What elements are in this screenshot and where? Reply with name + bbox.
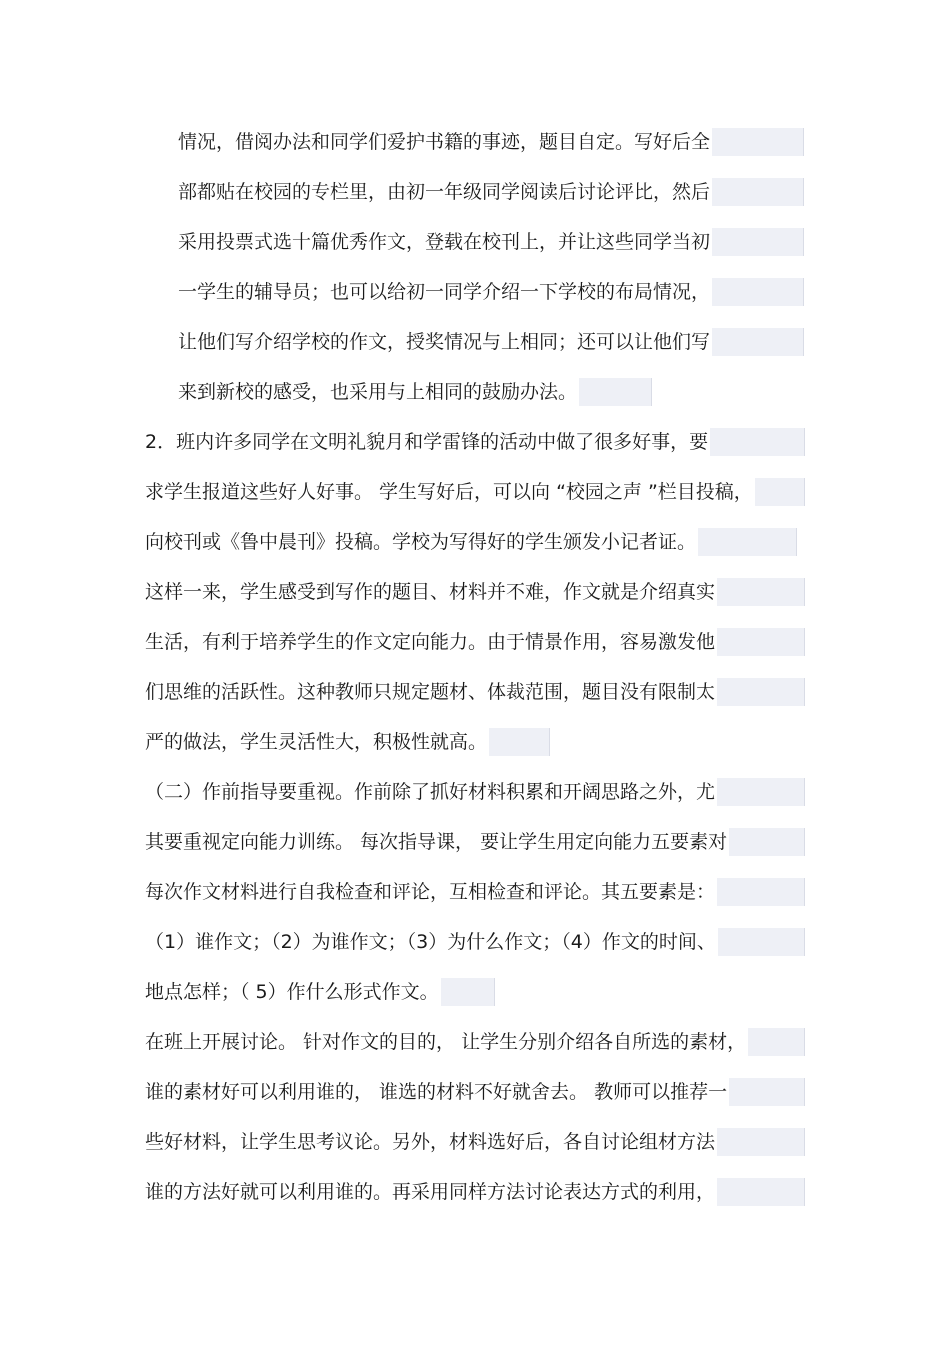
text-line bbox=[145, 628, 805, 656]
text-line-content: 其要重视定向能力训练。 每次指导课， 要让学生用定向能力五要素对 bbox=[145, 828, 729, 856]
text-line bbox=[145, 978, 495, 1006]
text-line bbox=[145, 728, 550, 756]
text-line bbox=[178, 378, 652, 406]
text-line-content: 生活，有利于培养学生的作文定向能力。由于情景作用，容易激发他 bbox=[145, 628, 717, 656]
text-line-content: 些好材料，让学生思考议论。另外，材料选好后，各自讨论组材方法 bbox=[145, 1128, 717, 1156]
text-line bbox=[145, 528, 797, 556]
text-line-content: 一学生的辅导员；也可以给初一同学介绍一下学校的布局情况， bbox=[178, 278, 712, 306]
text-line-content: 在班上开展讨论。 针对作文的目的， 让学生分别介绍各自所选的素材， bbox=[145, 1028, 748, 1056]
text-line bbox=[145, 678, 805, 706]
text-line-content: 部都贴在校园的专栏里，由初一年级同学阅读后讨论评比，然后 bbox=[178, 178, 712, 206]
text-line-content: 谁的方法好就可以利用谁的。再采用同样方法讨论表达方式的利用， bbox=[145, 1178, 717, 1206]
text-line-content: （二）作前指导要重视。作前除了抓好材料积累和开阔思路之外，尤 bbox=[145, 778, 717, 806]
text-line bbox=[145, 1128, 805, 1156]
text-line-content: 严的做法，学生灵活性大，积极性就高。 bbox=[145, 728, 489, 756]
text-line bbox=[178, 328, 804, 356]
text-line-content: 向校刊或《鲁中晨刊》投稿。学校为写得好的学生颁发小记者证。 bbox=[145, 528, 698, 556]
text-line bbox=[145, 578, 805, 606]
text-line-content: （1）谁作文；（2）为谁作文；（3）为什么作文；（4）作文的时间、 bbox=[145, 928, 718, 956]
text-line-content: 采用投票式选十篇优秀作文，登载在校刊上，并让这些同学当初 bbox=[178, 228, 712, 256]
text-line-content: 们思维的活跃性。这种教师只规定题材、体裁范围，题目没有限制太 bbox=[145, 678, 717, 706]
text-line bbox=[145, 778, 805, 806]
text-line bbox=[145, 478, 805, 506]
text-line-content: 地点怎样；（ 5）作什么形式作文。 bbox=[145, 978, 441, 1006]
text-line-content: 让他们写介绍学校的作文，授奖情况与上相同；还可以让他们写 bbox=[178, 328, 712, 356]
text-line bbox=[178, 228, 804, 256]
text-line-content: 这样一来，学生感受到写作的题目、材料并不难，作文就是介绍真实 bbox=[145, 578, 717, 606]
text-line-content: 谁的素材好可以利用谁的， 谁选的材料不好就舍去。 教师可以推荐一 bbox=[145, 1078, 729, 1106]
text-line bbox=[145, 928, 805, 956]
text-line bbox=[145, 1028, 805, 1056]
text-line bbox=[145, 428, 805, 456]
text-line-content: 2．班内许多同学在文明礼貌月和学雷锋的活动中做了很多好事，要 bbox=[145, 428, 710, 456]
text-line-content: 每次作文材料进行自我检查和评论，互相检查和评论。其五要素是： bbox=[145, 878, 717, 906]
text-line bbox=[178, 128, 804, 156]
text-line bbox=[145, 1178, 805, 1206]
text-line-content: 情况，借阅办法和同学们爱护书籍的事迹，题目自定。写好后全 bbox=[178, 128, 712, 156]
text-line bbox=[145, 828, 805, 856]
text-line-content: 来到新校的感受，也采用与上相同的鼓励办法。 bbox=[178, 378, 579, 406]
text-line bbox=[145, 1078, 805, 1106]
text-line bbox=[178, 178, 804, 206]
text-line bbox=[145, 878, 805, 906]
text-line-content: 求学生报道这些好人好事。 学生写好后，可以向 “校园之声 ”栏目投稿， bbox=[145, 478, 755, 506]
text-line bbox=[178, 278, 804, 306]
